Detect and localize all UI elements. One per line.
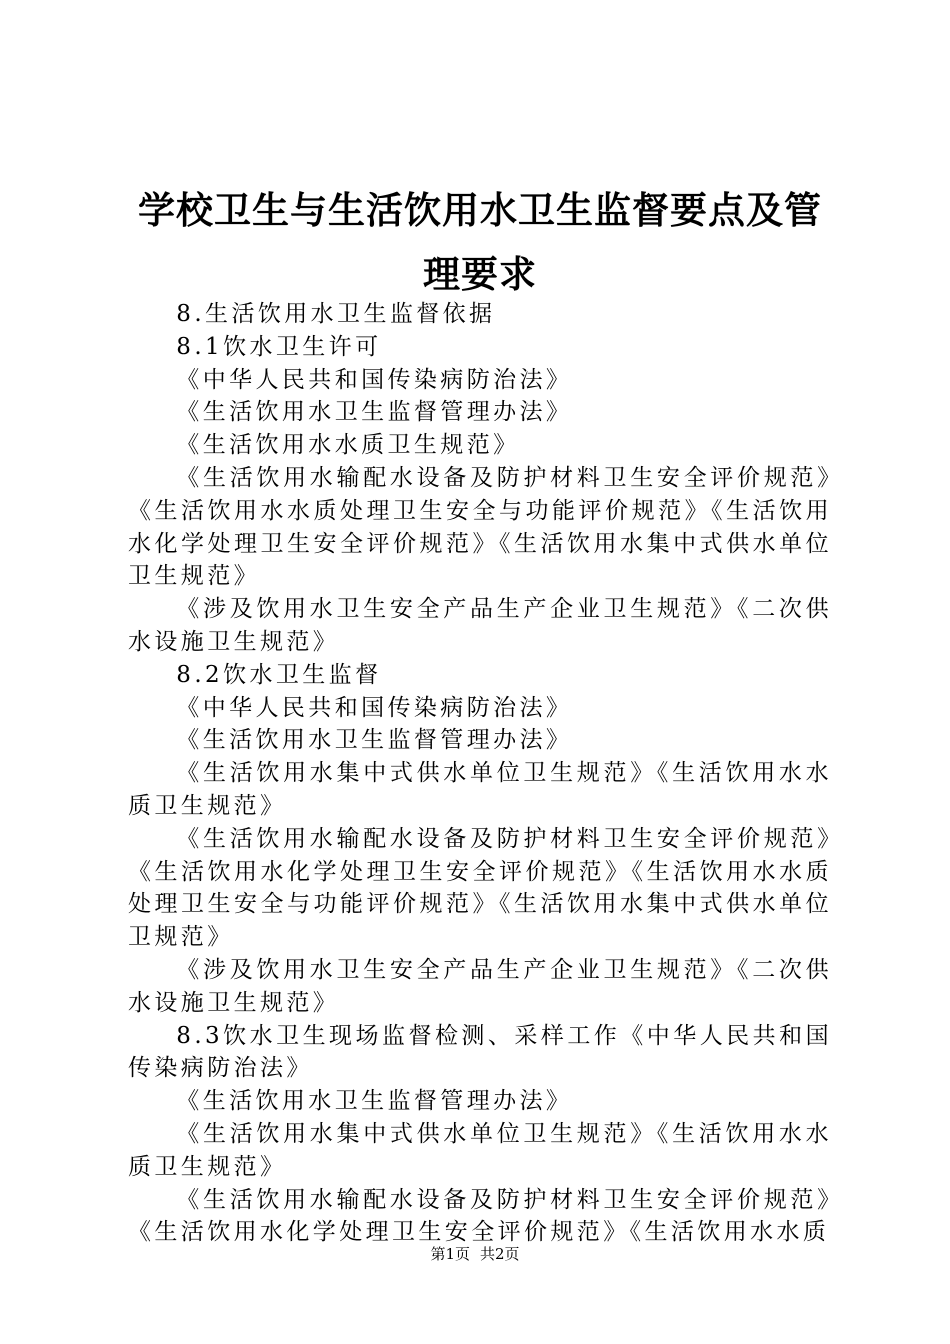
paragraph: 《生活饮用水卫生监督管理办法》	[176, 727, 573, 754]
paragraph: 《生活饮用水水质卫生规范》	[176, 432, 520, 459]
paragraph: 《生活饮用水输配水设备及防护材料卫生安全评价规范》《生活饮用水水质处理卫生安全与功能评价规范》《生活饮用水化学处理卫生安全评价规范》《生活饮用水集中式供水单位卫生规范》	[128, 464, 832, 590]
paragraph: 《生活饮用水卫生监督管理办法》	[176, 399, 573, 426]
paragraph: 《涉及饮用水卫生安全产品生产企业卫生规范》《二次供水设施卫生规范》	[128, 956, 832, 1016]
paragraph: 《中华人民共和国传染病防治法》	[176, 694, 573, 721]
paragraph: 《生活饮用水集中式供水单位卫生规范》《生活饮用水水质卫生规范》	[128, 760, 832, 819]
page-total: 共2页	[480, 1245, 520, 1263]
paragraph: 《生活饮用水卫生监督管理办法》	[176, 1088, 573, 1115]
page-footer	[0, 1244, 950, 1264]
paragraph: 《生活饮用水集中式供水单位卫生规范》《生活饮用水水质卫生规范》	[128, 1120, 832, 1180]
page-number: 第1页	[430, 1245, 470, 1263]
heading-8-1: 8.1饮水卫生许可	[176, 333, 382, 360]
paragraph: 《涉及饮用水卫生安全产品生产企业卫生规范》《二次供水设施卫生规范》	[128, 596, 832, 655]
paragraph: 《中华人民共和国传染病防治法》	[176, 366, 573, 393]
document-body	[128, 298, 832, 1249]
paragraph: 《生活饮用水输配水设备及防护材料卫生安全评价规范》《生活饮用水化学处理卫生安全评价规范》《生活饮用水水质	[128, 1186, 832, 1246]
heading-8-2: 8.2饮水卫生监督	[176, 661, 382, 688]
document-title: 学校卫生与生活饮用水卫生监督要点及管理要求	[138, 188, 822, 296]
heading-8-3: 8.3饮水卫生现场监督检测、采样工作《中华人民共和国传染病防治法》	[128, 1022, 832, 1082]
paragraph: 《生活饮用水输配水设备及防护材料卫生安全评价规范》《生活饮用水化学处理卫生安全评价规范》《生活饮用水水质处理卫生安全与功能评价规范》《生活饮用水集中式供水单位卫规范》	[128, 825, 832, 951]
heading-8: 8.生活饮用水卫生监督依据	[176, 301, 496, 327]
